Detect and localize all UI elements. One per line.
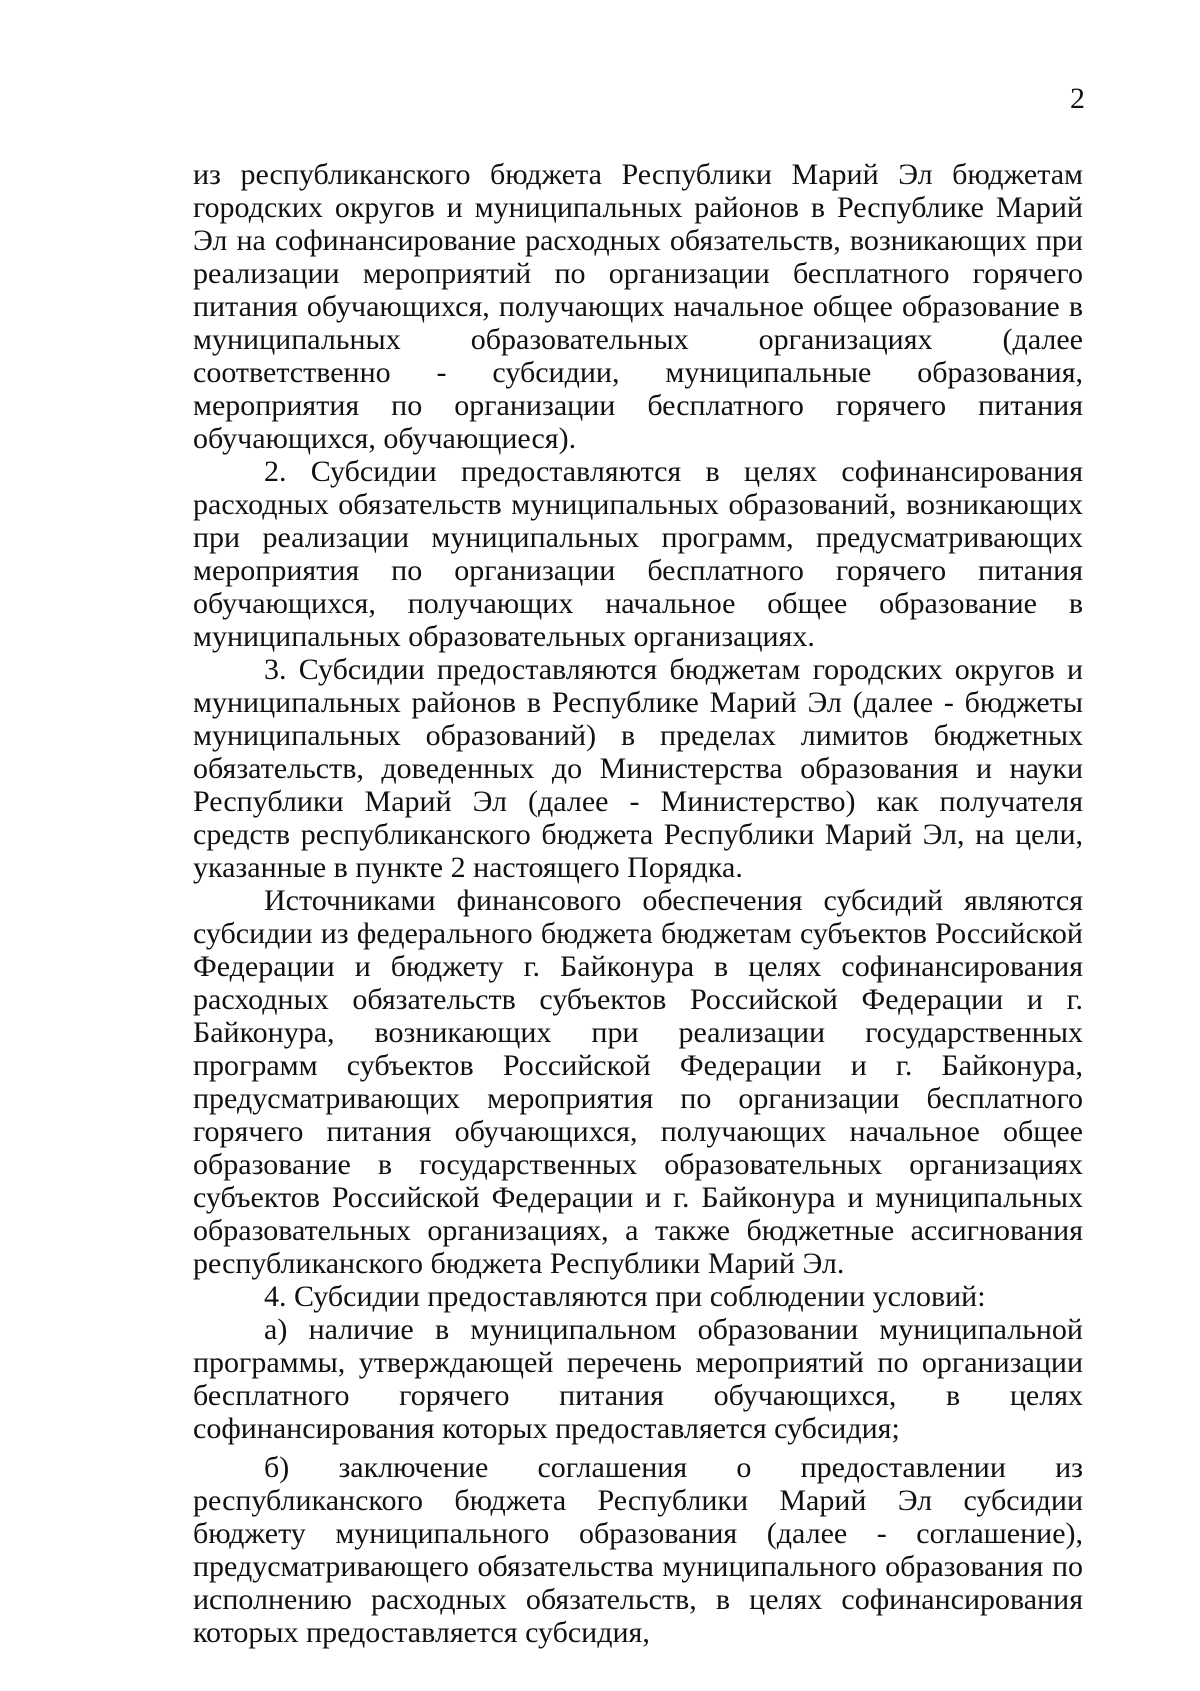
paragraph-condition-a: а) наличие в муниципальном образовании муниципальной программы, утверждающей перечень мероприятий по организации бесплатного горячего питания обучающихся, в целях софинансирования которых предоставляется субсидия;	[193, 1313, 1083, 1445]
paragraph-item-2: 2. Субсидии предоставляются в целях софинансирования расходных обязательств муниципальных образований, возникающих при реализации муниципальных программ, предусматривающих мероприятия по организации бесплатного горячего питания обучающихся, получающих начальное общее образование в муниципальных образовательных организациях.	[193, 455, 1083, 653]
paragraph-funding-sources: Источниками финансового обеспечения субсидий являются субсидии из федерального бюджета бюджетам субъектов Российской Федерации и бюджету г. Байконура в целях софинансирования расходных обязательств субъектов Российской Федерации и г. Байконура, возникающих при реализации государственных программ субъектов Российской Федерации и г. Байконура, предусматривающих мероприятия по организации бесплатного горячего питания обучающихся, получающих начальное общее образование в государственных образовательных организациях субъектов Российской Федерации и г. Байконура и муниципальных образовательных организациях, а также бюджетные ассигнования республиканского бюджета Республики Марий Эл.	[193, 884, 1083, 1280]
page-number: 2	[1070, 82, 1085, 115]
paragraph-item-4: 4. Субсидии предоставляются при соблюдении условий:	[264, 1280, 986, 1313]
paragraph-intro-continuation: из республиканского бюджета Республики Марий Эл бюджетам городских округов и муниципальных районов в Республике Марий Эл на софинансирование расходных обязательств, возникающих при реализации мероприятий по организации бесплатного горячего питания обучающихся, получающих начальное общее образование в муниципальных образовательных организациях (далее соответственно - субсидии, муниципальные образования, мероприятия по организации бесплатного горячего питания обучающихся, обучающиеся).	[193, 158, 1083, 455]
paragraph-condition-b: б) заключение соглашения о предоставлении из республиканского бюджета Республики Марий Эл субсидии бюджету муниципального образования (далее - соглашение), предусматривающего обязательства муниципального образования по исполнению расходных обязательств, в целях софинансирования которых предоставляется субсидия,	[193, 1451, 1083, 1649]
document-body	[193, 158, 1083, 1649]
paragraph-item-3: 3. Субсидии предоставляются бюджетам городских округов и муниципальных районов в Республике Марий Эл (далее - бюджеты муниципальных образований) в пределах лимитов бюджетных обязательств, доведенных до Министерства образования и науки Республики Марий Эл (далее - Министерство) как получателя средств республиканского бюджета Республики Марий Эл, на цели, указанные в пункте 2 настоящего Порядка.	[193, 653, 1083, 884]
